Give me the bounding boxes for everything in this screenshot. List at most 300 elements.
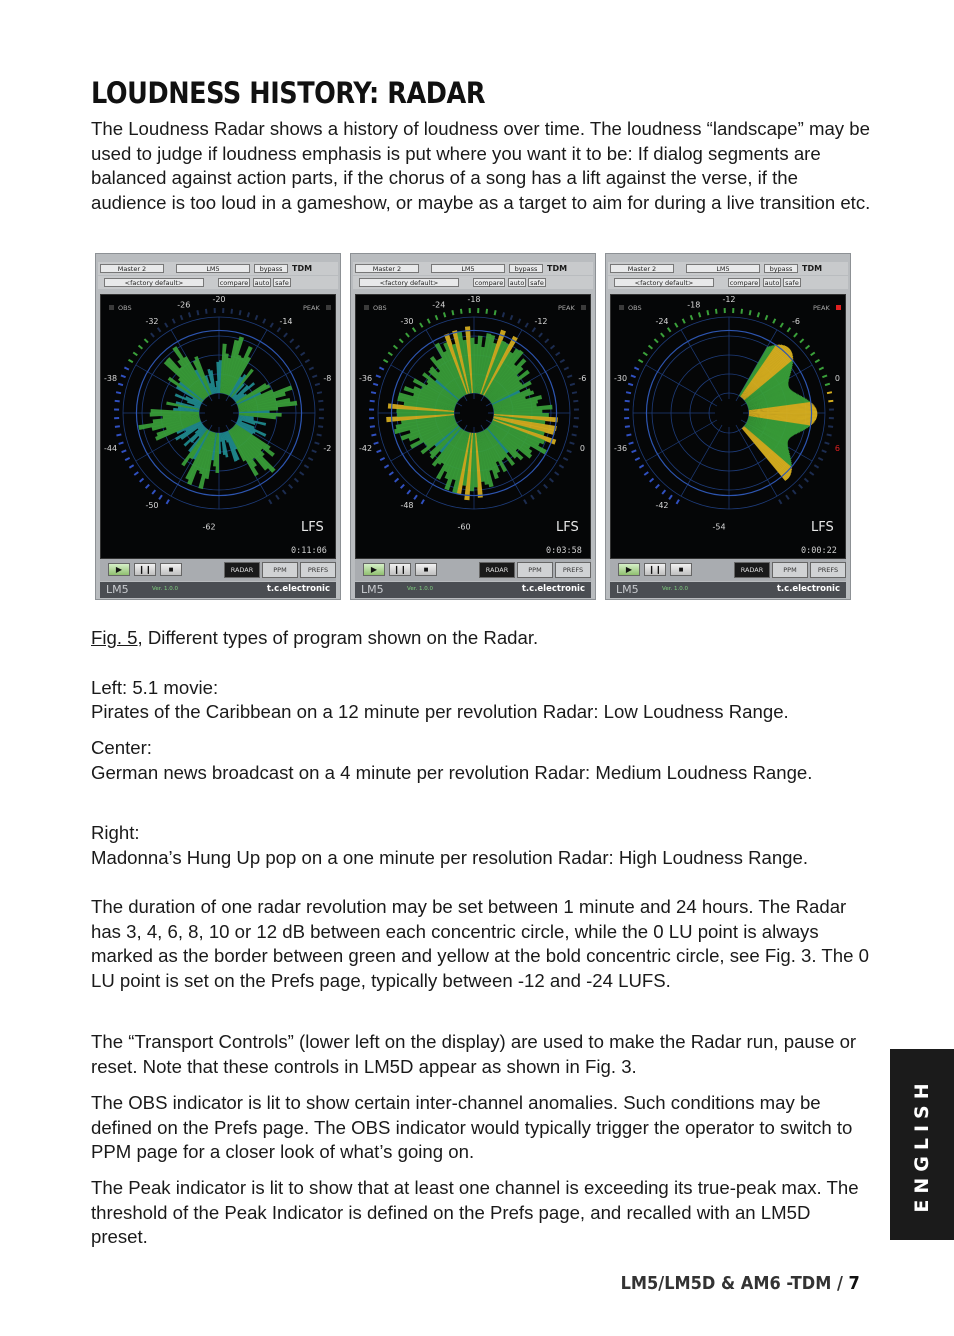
meter-tick — [531, 495, 534, 499]
scale-label: -42 — [359, 444, 373, 454]
meter-tick — [248, 312, 249, 317]
tab-prefs[interactable]: PREFS — [810, 562, 846, 578]
meter-tick — [814, 465, 818, 468]
peak-indicator: PEAK — [558, 304, 575, 312]
meter-tick — [532, 328, 535, 332]
scale-label: -30 — [614, 373, 628, 383]
meter-tick — [295, 479, 299, 482]
paragraph-transport: The “Transport Controls” (lower left on the display) are used to make the Radar run, pause or reset. Note that these controls in LM5D appear as shown in Fig. 3. — [91, 1031, 857, 1077]
meter-tick — [116, 392, 121, 393]
meter-tick — [309, 367, 314, 369]
meter-tick — [626, 434, 631, 435]
meter-tick — [152, 490, 155, 494]
tab-ppm[interactable]: PPM — [517, 562, 553, 578]
radar-screen — [355, 294, 591, 559]
pause-button[interactable]: ❙❙ — [644, 563, 666, 576]
meter-tick — [758, 312, 759, 317]
meter-tick — [827, 434, 832, 435]
meter-tick — [129, 360, 133, 363]
stop-button[interactable]: ■ — [670, 563, 692, 576]
meter-tick — [495, 310, 496, 315]
plugin-footer — [100, 582, 336, 598]
compare-button[interactable]: compare — [474, 279, 504, 287]
item-right-label: Right: — [91, 822, 140, 843]
meter-tick — [629, 442, 634, 443]
transport-controls — [355, 559, 591, 581]
meter-tick — [560, 360, 564, 363]
meter-tick — [276, 495, 279, 499]
radar-display — [356, 295, 592, 560]
peak-led — [836, 305, 841, 310]
scale-label: -44 — [104, 444, 118, 454]
scale-label: -36 — [614, 444, 628, 454]
plugin-preset-row — [353, 276, 593, 289]
scale-label: -42 — [655, 501, 669, 511]
meter-tick — [643, 352, 647, 355]
meter-tick — [119, 442, 124, 443]
meter-tick — [296, 346, 300, 349]
language-tab — [890, 1049, 954, 1240]
figure-caption — [91, 626, 538, 651]
meter-tick — [805, 479, 809, 482]
meter-tick — [818, 458, 822, 460]
plugin-header-row — [608, 262, 848, 275]
scale-label: -38 — [104, 373, 118, 383]
meter-tick — [810, 472, 814, 475]
meter-tick — [407, 490, 410, 494]
meter-tick — [317, 434, 322, 435]
meter-tick — [140, 479, 144, 482]
scale-label: -60 — [457, 522, 471, 532]
plugin-header-row — [98, 262, 338, 275]
meter-tick — [401, 485, 404, 489]
meter-tick — [822, 375, 827, 377]
tab-prefs[interactable]: PREFS — [300, 562, 336, 578]
scale-label: -2 — [323, 444, 332, 454]
scale-label: -24 — [432, 300, 446, 310]
figure-radar-screenshots — [95, 253, 851, 600]
meter-tick — [406, 333, 409, 337]
meter-tick — [300, 472, 304, 475]
meter-tick — [572, 392, 577, 393]
radar-display — [611, 295, 847, 560]
paragraph-obs: The OBS indicator is lit to show certain inter-channel anomalies. Such conditions may be defined on the Prefs page. The OBS indicator would typically trigger the operator to switch to PPM page for a closer look of what’s going on. — [91, 1092, 853, 1163]
pause-button[interactable]: ❙❙ — [389, 563, 411, 576]
scale-label: -36 — [359, 373, 373, 383]
meter-tick — [570, 384, 575, 385]
meter-tick — [559, 465, 563, 468]
plugin-version: Ver. 1.0.0 — [407, 586, 433, 592]
meter-tick — [379, 367, 384, 369]
meter-tick — [263, 319, 265, 323]
insert-selector[interactable]: LM5 — [686, 264, 760, 273]
meter-tick — [677, 500, 680, 504]
meter-tick — [371, 434, 376, 435]
compare-button[interactable]: compare — [219, 279, 249, 287]
channel-selector[interactable]: Master 2 — [355, 264, 419, 273]
plugin-window — [95, 253, 341, 600]
meter-tick — [773, 319, 775, 323]
safe-button[interactable]: safe — [528, 278, 546, 287]
meter-tick — [283, 490, 286, 494]
meter-tick — [675, 323, 678, 327]
meter-tick — [370, 426, 375, 427]
scale-label: -8 — [323, 373, 332, 383]
radar-display — [101, 295, 337, 560]
meter-tick — [661, 333, 664, 337]
elapsed-time: 0:11:06 — [291, 546, 327, 556]
scale-label: -30 — [400, 316, 414, 326]
footer-separator: / — [831, 1273, 849, 1294]
meter-tick — [312, 375, 317, 377]
meter-tick — [304, 465, 308, 468]
meter-tick — [428, 319, 430, 323]
meter-tick — [206, 309, 207, 314]
meter-tick — [572, 434, 577, 435]
meter-tick — [787, 328, 790, 332]
meter-tick — [793, 490, 796, 494]
preset-selector[interactable]: <factory default> — [614, 278, 714, 287]
meter-tick — [563, 458, 567, 460]
page-number: 7 — [848, 1273, 860, 1294]
transport-controls — [610, 559, 846, 581]
meter-tick — [828, 426, 833, 427]
meter-tick — [741, 309, 742, 314]
meter-tick — [815, 360, 819, 363]
page-title: LOUDNESS HISTORY: RADAR — [91, 76, 486, 110]
channel-selector[interactable]: Master 2 — [100, 264, 164, 273]
meter-tick — [811, 352, 815, 355]
insert-selector[interactable]: LM5 — [431, 264, 505, 273]
item-center-desc: German news broadcast on a 4 minute per revolution Radar: Medium Loudness Range. — [91, 762, 813, 783]
meter-tick — [524, 500, 527, 504]
meter-tick — [649, 346, 653, 349]
stop-button[interactable]: ■ — [160, 563, 182, 576]
meter-tick — [413, 328, 416, 332]
meter-tick — [555, 472, 559, 475]
scale-label: -12 — [534, 316, 548, 326]
scale-label: -12 — [722, 295, 736, 304]
meter-tick — [374, 442, 379, 443]
paragraph-peak: The Peak indicator is lit to show that at least one channel is exceeding its true-peak max. The threshold of the Peak Indicator is defined on the Prefs page, and recalled with an LM5D preset. — [91, 1177, 859, 1248]
auto-button[interactable]: auto — [254, 279, 270, 287]
scale-label: -54 — [712, 522, 726, 532]
meter-tick — [144, 339, 148, 343]
meter-tick — [124, 367, 129, 369]
unit-label: LFS — [811, 520, 834, 535]
radar-screen — [610, 294, 846, 559]
transport-controls — [100, 559, 336, 581]
meter-tick — [270, 323, 273, 327]
play-button[interactable]: ▶ — [108, 563, 130, 576]
meter-tick — [167, 500, 170, 504]
meter-tick — [550, 479, 554, 482]
plugin-brand: LM5 — [361, 583, 384, 596]
meter-tick — [146, 485, 149, 489]
meter-tick — [301, 352, 305, 355]
plugin-footer — [610, 582, 846, 598]
meter-tick — [699, 312, 700, 317]
meter-tick — [825, 442, 830, 443]
scale-label: -48 — [400, 501, 414, 511]
meter-tick — [452, 310, 453, 315]
meter-tick — [662, 490, 665, 494]
meter-tick — [486, 309, 487, 314]
meter-tick — [625, 401, 630, 402]
meter-tick — [240, 310, 241, 315]
meter-tick — [625, 426, 630, 427]
meter-tick — [394, 346, 398, 349]
unit-label: LFS — [556, 520, 579, 535]
bypass-button[interactable]: bypass — [254, 264, 288, 273]
obs-led — [619, 305, 624, 310]
scale-label: -50 — [145, 501, 159, 511]
meter-tick — [626, 392, 631, 393]
radar-screen — [100, 294, 336, 559]
meter-tick — [766, 315, 768, 320]
caption-text: , Different types of program shown on the Radar. — [137, 627, 539, 648]
meter-tick — [165, 323, 168, 327]
meter-tick — [231, 309, 232, 314]
preset-selector[interactable]: <factory default> — [104, 278, 204, 287]
meter-tick — [133, 352, 137, 355]
meter-tick — [822, 450, 827, 452]
obs-led — [109, 305, 114, 310]
meter-tick — [371, 392, 376, 393]
paragraph-revolution: The duration of one radar revolution may be set between 1 minute and 24 hours. The Radar has 3, 4, 6, 8, 10 or 12 dB between each concentric circle, while the 0 LU point is always marked as the border between green and yellow at the bold concentric circle, see Fig. 3. The 0 LU point is set on the Prefs page, typically between -12 and -24 LUFS. — [91, 896, 869, 991]
pause-button[interactable]: ❙❙ — [134, 563, 156, 576]
meter-tick — [377, 450, 382, 452]
scale-label: -18 — [467, 295, 481, 304]
meter-tick — [384, 465, 388, 468]
scale-label: -24 — [655, 316, 669, 326]
maker-logo: t.c.electronic — [521, 584, 585, 594]
meter-tick — [129, 465, 133, 468]
meter-tick — [650, 479, 654, 482]
page-footer — [621, 1273, 860, 1294]
meter-tick — [189, 312, 190, 317]
meter-tick — [461, 309, 462, 314]
plugin-preset-row — [98, 276, 338, 289]
elapsed-time: 0:00:22 — [801, 546, 837, 556]
item-left-desc: Pirates of the Caribbean on a 12 minute per revolution Radar: Low Loudness Range. — [91, 701, 789, 722]
meter-tick — [269, 500, 272, 504]
meter-tick — [827, 392, 832, 393]
tab-ppm[interactable]: PPM — [772, 562, 808, 578]
meter-tick — [134, 472, 138, 475]
format-label: TDM — [292, 264, 313, 273]
tab-radar[interactable]: RADAR — [734, 562, 770, 578]
meter-tick — [414, 495, 417, 499]
meter-tick — [388, 352, 392, 355]
scale-label: 0 — [834, 373, 840, 383]
meter-tick — [779, 500, 782, 504]
tab-prefs[interactable]: PREFS — [555, 562, 591, 578]
meter-tick — [420, 323, 423, 327]
meter-tick — [384, 360, 388, 363]
safe-button[interactable]: safe — [783, 278, 801, 287]
meter-tick — [151, 333, 154, 337]
radar-center — [715, 399, 743, 427]
meter-tick — [707, 310, 708, 315]
meter-tick — [573, 426, 578, 427]
auto-button[interactable]: auto — [509, 279, 525, 287]
maker-logo: t.c.electronic — [266, 584, 330, 594]
meter-tick — [308, 458, 312, 460]
safe-button[interactable]: safe — [273, 278, 291, 287]
auto-button[interactable]: auto — [764, 279, 780, 287]
scale-label: -14 — [279, 316, 293, 326]
meter-tick — [370, 401, 375, 402]
meter-tick — [317, 392, 322, 393]
footer-product: LM5/LM5D & AM6 -TDM — [620, 1273, 832, 1294]
meter-tick — [376, 375, 381, 377]
meter-tick — [115, 426, 120, 427]
meter-tick — [181, 315, 183, 320]
plugin-window — [605, 253, 851, 600]
meter-tick — [290, 339, 294, 343]
scale-label: -62 — [202, 522, 216, 532]
compare-button[interactable]: compare — [729, 279, 759, 287]
meter-tick — [668, 328, 671, 332]
plugin-brand: LM5 — [106, 583, 129, 596]
meter-tick — [716, 309, 717, 314]
meter-tick — [551, 346, 555, 349]
obs-indicator: OBS — [373, 304, 387, 312]
meter-tick — [256, 315, 258, 320]
meter-tick — [564, 367, 569, 369]
meter-tick — [436, 315, 438, 320]
meter-tick — [786, 495, 789, 499]
scale-label: -18 — [687, 300, 701, 310]
meter-tick — [819, 367, 824, 369]
plugin-version: Ver. 1.0.0 — [152, 586, 178, 592]
tab-radar[interactable]: RADAR — [479, 562, 515, 578]
meter-tick — [518, 319, 520, 323]
format-label: TDM — [802, 264, 823, 273]
language-tab-label: ENGLISH — [911, 1076, 933, 1213]
scale-label: -6 — [792, 316, 800, 326]
obs-indicator: OBS — [628, 304, 642, 312]
meter-tick — [173, 319, 175, 323]
meter-tick — [118, 384, 123, 385]
figure-reference-link[interactable]: Fig. 5 — [91, 627, 138, 648]
scale-label: -26 — [177, 300, 191, 310]
meter-tick — [800, 339, 804, 343]
meter-tick — [634, 367, 639, 369]
meter-tick — [511, 315, 513, 320]
meter-tick — [628, 384, 633, 385]
format-label: TDM — [547, 264, 568, 273]
stop-button[interactable]: ■ — [415, 563, 437, 576]
meter-tick — [277, 328, 280, 332]
plugin-header-row — [353, 262, 593, 275]
tab-radar[interactable]: RADAR — [224, 562, 260, 578]
meter-tick — [683, 319, 685, 323]
meter-tick — [539, 333, 542, 337]
obs-indicator: OBS — [118, 304, 132, 312]
plugin-version: Ver. 1.0.0 — [662, 586, 688, 592]
meter-tick — [318, 401, 323, 402]
plugin-window — [350, 253, 596, 600]
play-button[interactable]: ▶ — [618, 563, 640, 576]
meter-tick — [631, 375, 636, 377]
scale-label: -32 — [145, 316, 159, 326]
obs-led — [364, 305, 369, 310]
meter-tick — [158, 328, 161, 332]
meter-tick — [315, 442, 320, 443]
meter-tick — [567, 375, 572, 377]
bypass-button[interactable]: bypass — [764, 264, 798, 273]
meter-tick — [567, 450, 572, 452]
meter-tick — [545, 339, 549, 343]
meter-tick — [799, 485, 802, 489]
meter-tick — [125, 458, 129, 460]
tab-ppm[interactable]: PPM — [262, 562, 298, 578]
meter-tick — [116, 434, 121, 435]
radar-center — [460, 399, 488, 427]
meter-tick — [780, 323, 783, 327]
meter-tick — [373, 384, 378, 385]
meter-tick — [284, 333, 287, 337]
insert-selector[interactable]: LM5 — [176, 264, 250, 273]
meter-tick — [656, 485, 659, 489]
meter-tick — [828, 401, 833, 402]
meter-tick — [395, 479, 399, 482]
preset-selector[interactable]: <factory default> — [359, 278, 459, 287]
meter-tick — [639, 465, 643, 468]
meter-tick — [525, 323, 528, 327]
meter-tick — [644, 472, 648, 475]
maker-logo: t.c.electronic — [776, 584, 840, 594]
meter-tick — [635, 458, 639, 460]
scale-label: -6 — [578, 373, 587, 383]
meter-tick — [422, 500, 425, 504]
peak-indicator: PEAK — [813, 304, 830, 312]
item-left-label: Left: 5.1 movie: — [91, 677, 219, 698]
meter-tick — [750, 310, 751, 315]
meter-tick — [794, 333, 797, 337]
plugin-brand: LM5 — [616, 583, 639, 596]
meter-tick — [115, 401, 120, 402]
radar-center — [205, 399, 233, 427]
meter-tick — [654, 339, 658, 343]
peak-led — [326, 305, 331, 310]
meter-tick — [399, 339, 403, 343]
intro-paragraph: The Loudness Radar shows a history of loudness over time. The loudness “landscape” may be used to judge if loudness emphasis is put where you want it to be: If dialog segments are balanced against action parts, if the chorus of a song has a lift against the verse, if the audience is too loud in a gameshow, or maybe as a target to aim for during a live transition etc. — [91, 118, 871, 213]
meter-tick — [197, 310, 198, 315]
play-button[interactable]: ▶ — [363, 563, 385, 576]
peak-indicator: PEAK — [303, 304, 320, 312]
scale-label: 0 — [579, 444, 585, 454]
bypass-button[interactable]: bypass — [509, 264, 543, 273]
unit-label: LFS — [301, 520, 324, 535]
meter-tick — [538, 490, 541, 494]
meter-tick — [289, 485, 292, 489]
scale-label: -20 — [212, 295, 226, 304]
scale-label: 6 — [834, 444, 840, 454]
meter-tick — [139, 346, 143, 349]
meter-tick — [573, 401, 578, 402]
item-center-label: Center: — [91, 737, 152, 758]
plugin-footer — [355, 582, 591, 598]
meter-tick — [318, 426, 323, 427]
meter-tick — [691, 315, 693, 320]
meter-tick — [556, 352, 560, 355]
channel-selector[interactable]: Master 2 — [610, 264, 674, 273]
meter-tick — [632, 450, 637, 452]
meter-tick — [570, 442, 575, 443]
